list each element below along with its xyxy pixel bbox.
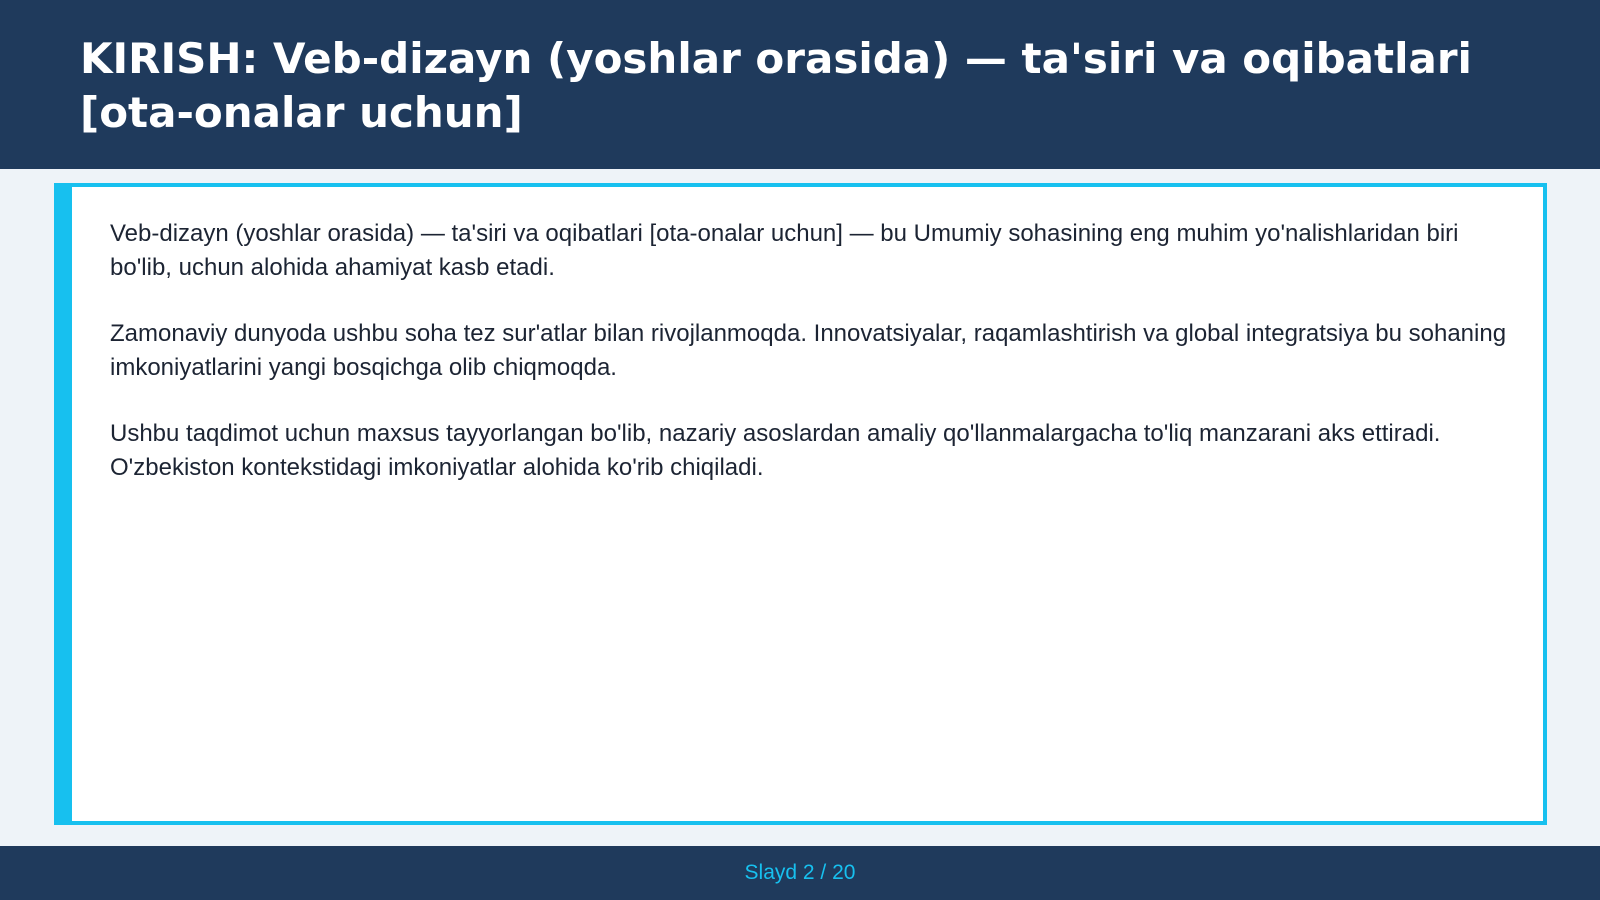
presentation-purpose-paragraph: Ushbu taqdimot uchun maxsus tayyorlangan bo'lib, nazariy asoslardan amaliy qo'llanmalargacha to'liq manzarani aks ettiradi. O'zbekiston kontekstidagi imkoniyatlar alohida ko'rib chiqiladi. bbox=[110, 420, 1441, 481]
intro-paragraph: Veb-dizayn (yoshlar orasida) — ta'siri va oqibatlari [ota-onalar uchun] — bu Umumiy sohasining eng muhim yo'nalishlaridan biri bo'lib, uchun alohida ahamiyat kasb etadi. bbox=[110, 220, 1459, 281]
slide-header bbox=[0, 0, 1600, 169]
slide-number: Slayd 2 / 20 bbox=[744, 861, 856, 884]
slide-footer bbox=[0, 846, 1600, 900]
slide-title: KIRISH: Veb-dizayn (yoshlar orasida) — ta'siri va oqibatlari [ota-onalar uchun] bbox=[80, 34, 1472, 137]
content-card bbox=[54, 183, 1547, 825]
modern-world-paragraph: Zamonaviy dunyoda ushbu soha tez sur'atlar bilan rivojlanmoqda. Innovatsiyalar, raqamlashtirish va global integratsiya bu sohaning imkoniyatlarini yangi bosqichga olib chiqmoqda. bbox=[110, 320, 1507, 381]
